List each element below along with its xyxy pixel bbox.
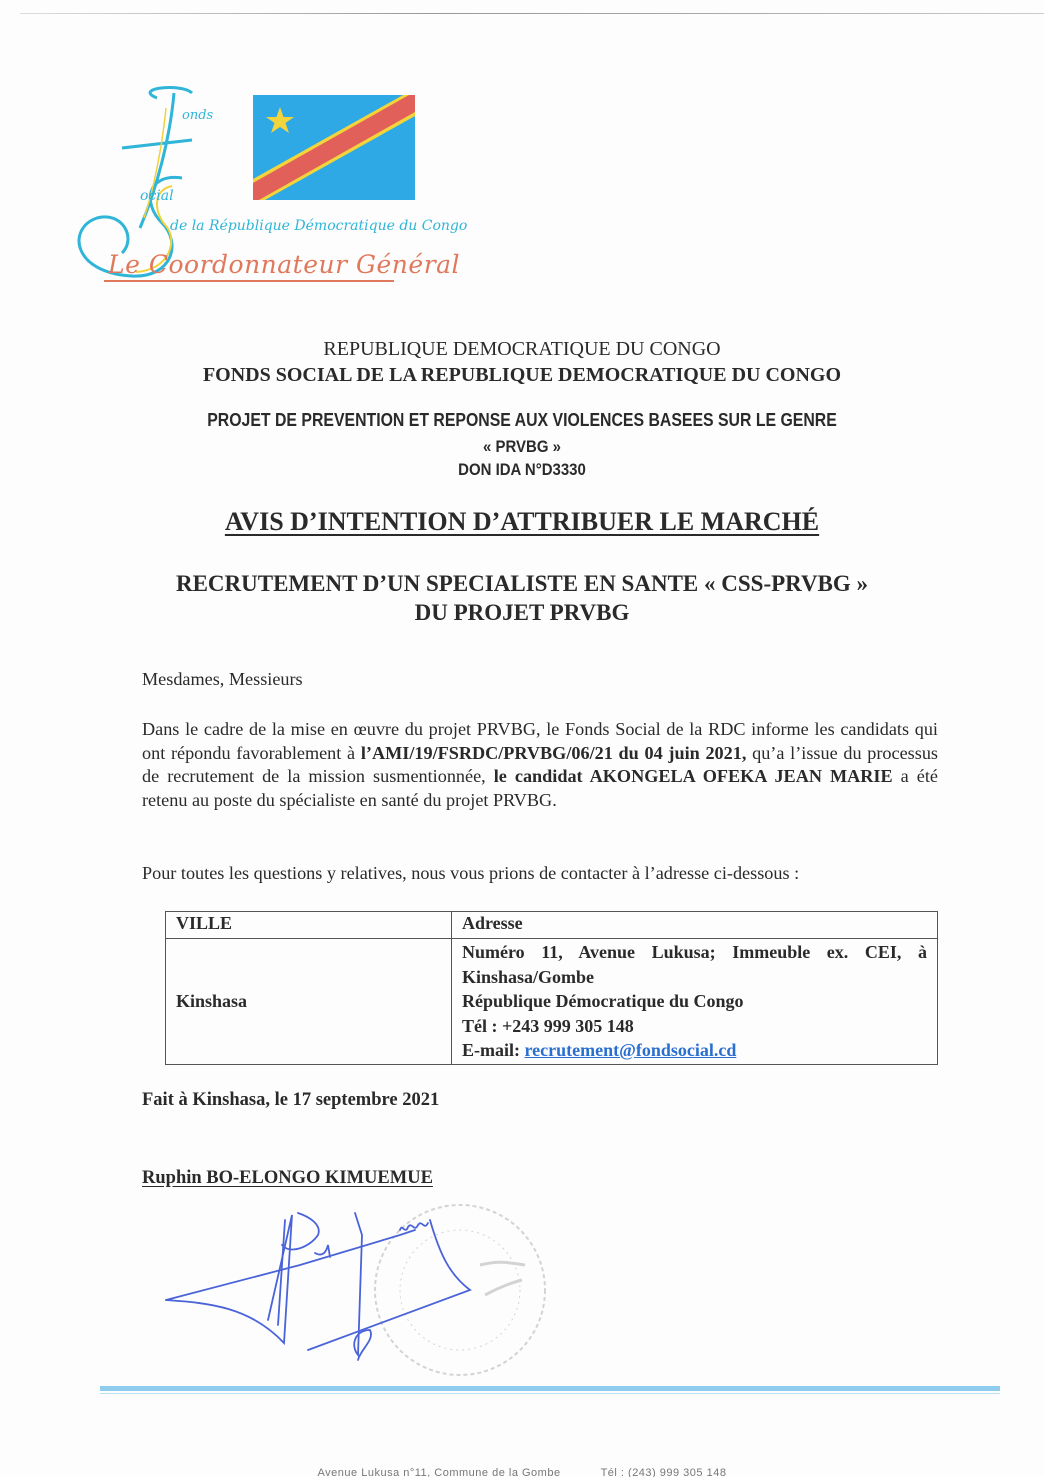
table-header-row (166, 912, 938, 939)
header-project: PROJET DE PREVENTION ET REPONSE AUX VIOLENCES BASEES SUR LE GENRE (207, 410, 837, 430)
signature-and-stamp (150, 1195, 610, 1385)
selected-candidate: le candidat AKONGELA OFEKA JEAN MARIE (493, 766, 893, 786)
document-title-text: AVIS D’INTENTION D’ATTRIBUER LE MARCHÉ (224, 507, 820, 536)
ami-reference: l’AMI/19/FSRDC/PRVBG/06/21 du 04 juin 2021, (360, 742, 747, 763)
address-line1: Numéro 11, Avenue Lukusa; Immeuble ex. CEI, à (462, 942, 927, 962)
place-date: Fait à Kinshasa, le 17 septembre 2021 (142, 1090, 440, 1110)
cell-city: Kinshasa (166, 939, 452, 1065)
paragraph-announcement (142, 718, 938, 812)
address-line2: Kinshasa/Gombe (462, 966, 595, 987)
header-fonds: FONDS SOCIAL DE LA REPUBLIQUE DEMOCRATIQUE DU CONGO (202, 364, 842, 386)
logo-fonds-text: onds (182, 108, 214, 123)
header-don: DON IDA N°D3330 (458, 460, 586, 479)
footer-address: Avenue Lukusa n°11, Commune de la Gombe (317, 1468, 561, 1477)
signatory-name: Ruphin BO-ELONGO KIMUEMUE (142, 1168, 433, 1188)
header-republic: REPUBLIQUE DEMOCRATIQUE DU CONGO (323, 338, 721, 360)
subtitle-line1: RECRUTEMENT D’UN SPECIALISTE EN SANTE « CSS-PRVBG » (175, 571, 869, 596)
drc-flag (253, 95, 415, 200)
address-table (165, 911, 938, 1065)
footer-rule (100, 1386, 1000, 1391)
header-adresse: Adresse (452, 912, 938, 939)
subtitle-line2: DU PROJET PRVBG (414, 600, 630, 625)
p1-text-c: a été retenu au poste du spécialiste en santé du projet PRVBG. (142, 766, 938, 810)
address-phone: Tél : +243 999 305 148 (462, 1015, 634, 1036)
paragraph-contact: Pour toutes les questions y relatives, nous vous prions de contacter à l’adresse ci-dessous : (142, 863, 800, 883)
logo-rdc-text: de la République Démocratique du Congo (170, 218, 468, 234)
header-ville: VILLE (166, 912, 452, 939)
footer-phone: Tél : (243) 999 305 148 (600, 1468, 727, 1477)
top-scan-rule (20, 13, 1044, 14)
p1-text-b: qu’a l’issue du processus de recrutement de la mission susmentionnée, (142, 742, 938, 786)
address-country: République Démocratique du Congo (462, 991, 744, 1011)
salutation: Mesdames, Messieurs (142, 669, 303, 689)
logo-social-text: ocial (140, 188, 174, 204)
logo-coordinator-text: Le Coordonnateur Général (108, 250, 461, 279)
footer-contact (0, 1468, 1044, 1477)
address-email-line (462, 1038, 927, 1063)
footer-rule-secondary (100, 1393, 1000, 1394)
email-label: E-mail: (462, 1040, 525, 1060)
table-row (166, 939, 938, 1065)
logo-underline (104, 280, 394, 282)
header-acronym: « PRVBG » (483, 437, 561, 456)
cell-address (452, 939, 938, 1065)
p1-text-a: Dans le cadre de la mise en œuvre du projet PRVBG, le Fonds Social de la RDC informe les candidats qui ont répondu favorablement à (142, 719, 938, 763)
email-link[interactable]: recrutement@fondsocial.cd (524, 1040, 737, 1060)
document-title (0, 507, 1044, 537)
